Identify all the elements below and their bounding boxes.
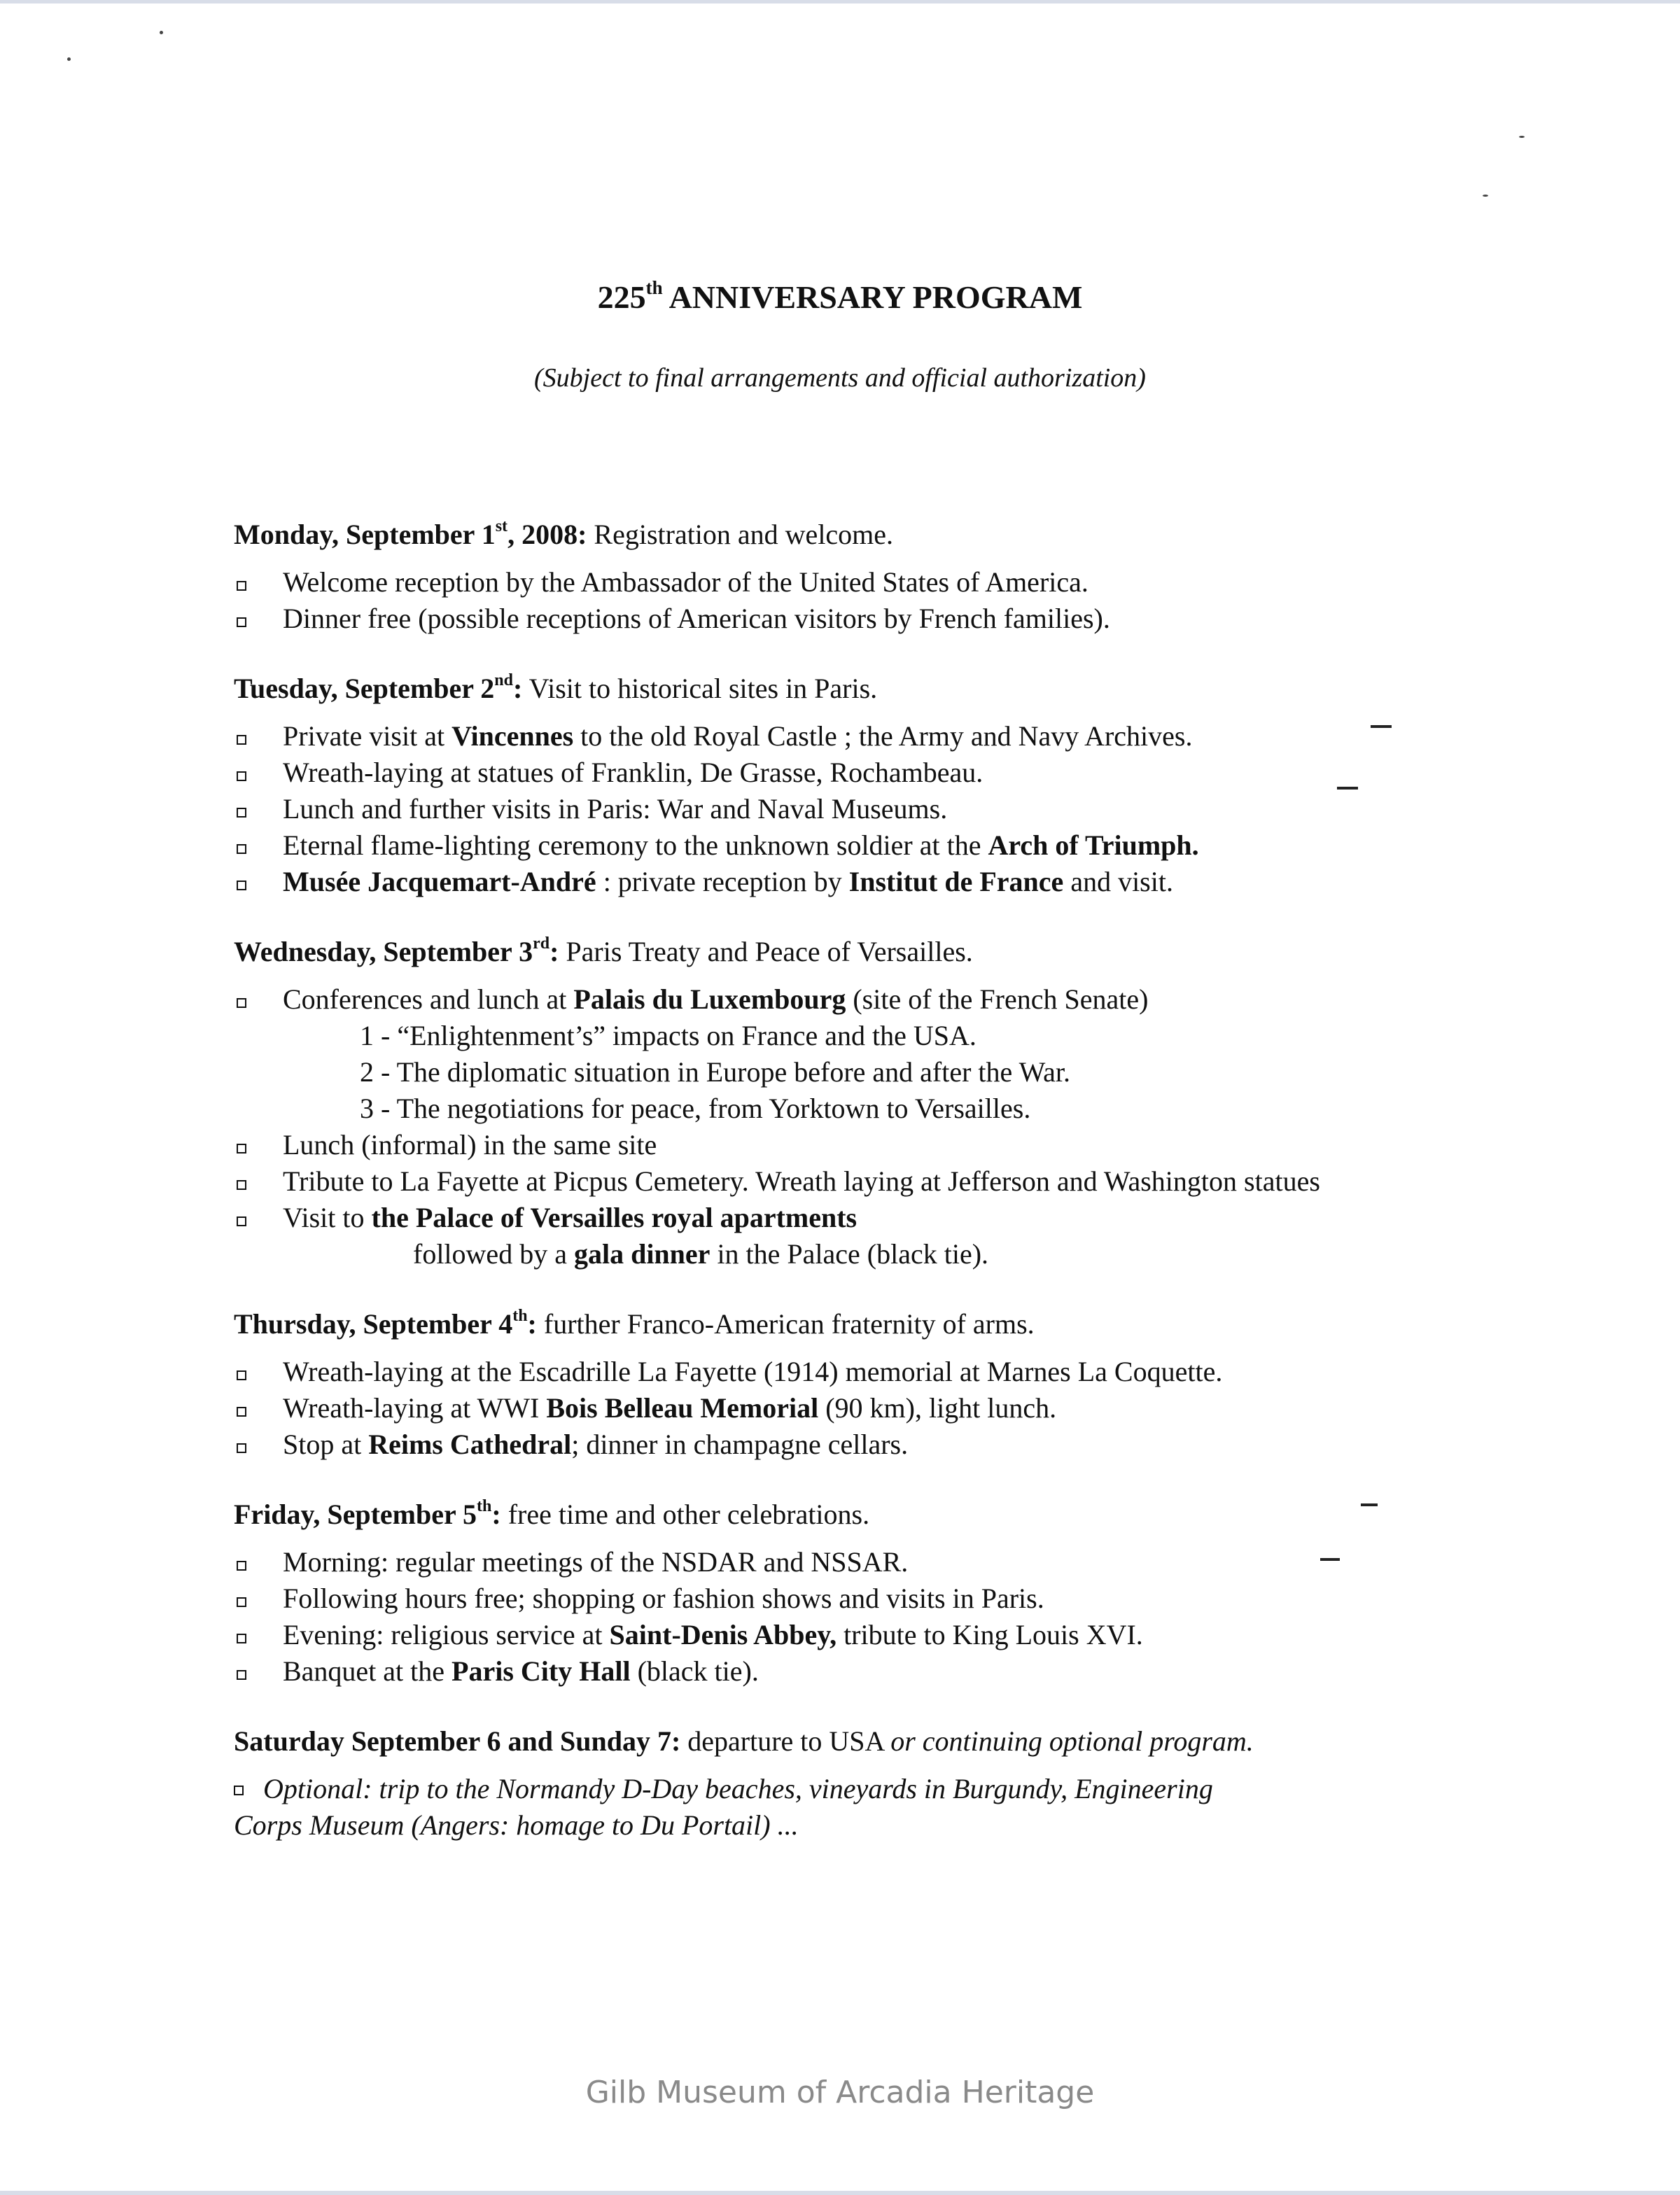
list-item: Tribute to La Fayette at Picpus Cemetery. Wreath laying at Jefferson and Washington statues xyxy=(234,1163,1564,1200)
checkbox-bullet-icon xyxy=(237,581,246,591)
list-item: Wreath-laying at the Escadrille La Fayette (1914) memorial at Marnes La Coquette. xyxy=(234,1354,1564,1390)
list-item: Lunch and further visits in Paris: War and Naval Museums. xyxy=(234,791,1564,827)
list-item: Wreath-laying at statues of Franklin, De Grasse, Rochambeau. xyxy=(234,755,1564,791)
list-item: Conferences and lunch at Palais du Luxembourg (site of the French Senate) 1 - “Enlightenment’s” impacts on France and the USA. 2 - The diplomatic situation in Europe before and after the War. 3 - The negotiations for peace, from Yorktown to Versailles. xyxy=(234,981,1564,1127)
checkbox-bullet-icon xyxy=(237,1407,246,1417)
day-heading: Thursday, September 4th: further Franco-American fraternity of arms. xyxy=(234,1307,1035,1340)
program-body xyxy=(234,517,1564,1856)
day-thursday xyxy=(234,1306,1564,1463)
checkbox-bullet-icon xyxy=(237,808,246,818)
scan-speck xyxy=(1519,136,1525,138)
list-item: Private visit at Vincennes to the old Royal Castle ; the Army and Navy Archives. xyxy=(234,718,1564,755)
day-heading: Saturday September 6 and Sunday 7: departure to USA or continuing optional program. xyxy=(234,1725,1254,1757)
checkbox-bullet-icon xyxy=(237,1144,246,1153)
day-tuesday xyxy=(234,671,1564,900)
checkbox-bullet-icon xyxy=(234,1786,244,1795)
checkbox-bullet-icon xyxy=(237,1180,246,1190)
list-item: Evening: religious service at Saint-Denis Abbey, tribute to King Louis XVI. xyxy=(234,1617,1564,1653)
optional-item: Optional: trip to the Normandy D-Day beaches, vineyards in Burgundy, Engineering Corps Museum (Angers: homage to Du Portail) ... xyxy=(234,1773,1213,1841)
checkbox-bullet-icon xyxy=(237,844,246,854)
checkbox-bullet-icon xyxy=(237,881,246,890)
day-friday xyxy=(234,1496,1564,1690)
checkbox-bullet-icon xyxy=(237,1634,246,1643)
item-continuation: followed by a gala dinner in the Palace (black tie). xyxy=(413,1238,989,1270)
checkbox-bullet-icon xyxy=(237,735,246,745)
list-item: Eternal flame-lighting ceremony to the unknown soldier at the Arch of Triumph. xyxy=(234,827,1564,864)
checkbox-bullet-icon xyxy=(237,1597,246,1607)
list-item: Stop at Reims Cathedral; dinner in champagne cellars. xyxy=(234,1426,1564,1463)
list-item: Morning: regular meetings of the NSDAR and NSSAR. xyxy=(234,1544,1564,1580)
checkbox-bullet-icon xyxy=(237,998,246,1008)
day-heading: Friday, September 5th: free time and other celebrations. xyxy=(234,1497,870,1530)
checkbox-bullet-icon xyxy=(237,617,246,627)
day-weekend xyxy=(234,1723,1564,1844)
list-item: Lunch (informal) in the same site xyxy=(234,1127,1564,1163)
checkbox-bullet-icon xyxy=(237,1370,246,1380)
day-heading: Tuesday, September 2nd: Visit to historical sites in Paris. xyxy=(234,671,878,704)
checkbox-bullet-icon xyxy=(237,1443,246,1453)
day-heading: Monday, September 1st, 2008: Registration and welcome. xyxy=(234,517,894,550)
list-item: Banquet at the Paris City Hall (black tie). xyxy=(234,1653,1564,1690)
list-item: Dinner free (possible receptions of American visitors by French families). xyxy=(234,601,1564,637)
scan-speck xyxy=(67,57,71,61)
checkbox-bullet-icon xyxy=(237,771,246,781)
sub-item: 2 - The diplomatic situation in Europe before and after the War. xyxy=(360,1056,1070,1088)
scan-top-edge xyxy=(0,0,1680,3)
list-item: Visit to the Palace of Versailles royal apartments followed by a gala dinner in the Palace (black tie). xyxy=(234,1200,1564,1272)
checkbox-bullet-icon xyxy=(237,1670,246,1680)
day-heading: Wednesday, September 3rd: Paris Treaty and Peace of Versailles. xyxy=(234,934,973,967)
scan-bottom-edge xyxy=(0,2191,1680,2195)
footer-watermark: Gilb Museum of Arcadia Heritage xyxy=(585,2075,1095,2110)
list-item: Wreath-laying at WWI Bois Belleau Memorial (90 km), light lunch. xyxy=(234,1390,1564,1426)
scan-speck xyxy=(1483,195,1488,197)
page-title: 225th ANNIVERSARY PROGRAM xyxy=(597,277,1083,315)
list-item: Following hours free; shopping or fashion shows and visits in Paris. xyxy=(234,1580,1564,1617)
page-subtitle: (Subject to final arrangements and official authorization) xyxy=(534,363,1146,393)
sub-item: 3 - The negotiations for peace, from Yorktown to Versailles. xyxy=(360,1093,1031,1124)
list-item: Musée Jacquemart-André : private reception by Institut de France and visit. xyxy=(234,864,1564,900)
scan-speck xyxy=(160,31,163,34)
checkbox-bullet-icon xyxy=(237,1216,246,1226)
day-wednesday xyxy=(234,934,1564,1272)
sub-item: 1 - “Enlightenment’s” impacts on France and the USA. xyxy=(360,1020,976,1051)
day-monday xyxy=(234,517,1564,637)
checkbox-bullet-icon xyxy=(237,1561,246,1571)
list-item: Welcome reception by the Ambassador of the United States of America. xyxy=(234,564,1564,601)
